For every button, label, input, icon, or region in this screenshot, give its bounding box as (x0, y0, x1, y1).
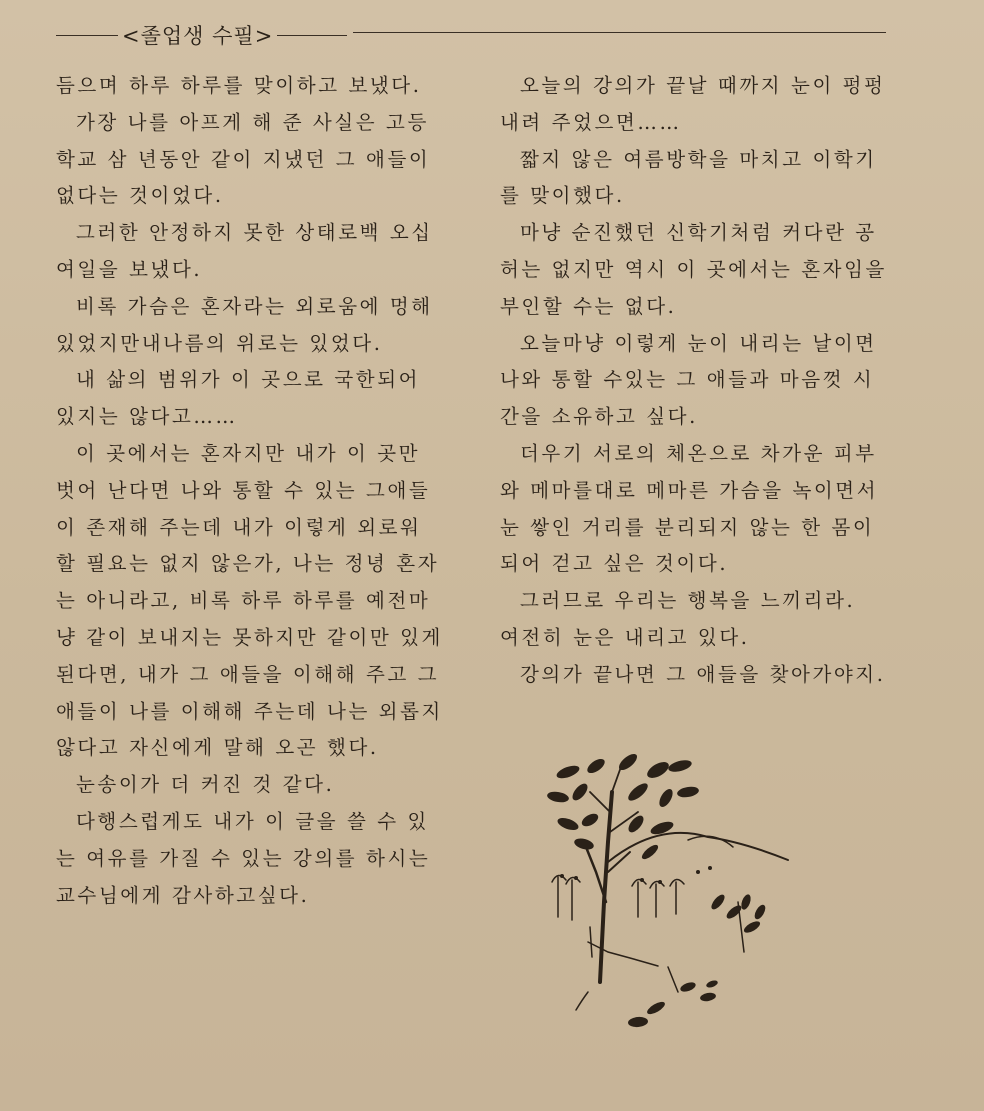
paragraph: 오늘마냥 이렇게 눈이 내리는 날이면 나와 통할 수있는 그 애들과 마음껏 시간을 소유하고 싶다. (500, 331, 877, 429)
paragraph: 다행스럽게도 내가 이 글을 쓸 수 있는 여유를 가질 수 있는 강의를 하시는 교수님에게 감사하고싶다. (56, 809, 431, 907)
header-rule-long (353, 32, 886, 33)
paragraph: 이 곳에서는 혼자지만 내가 이 곳만 벗어 난다면 나와 통할 수 있는 그애들이 존재해 주는데 내가 이렇게 외로워 할 필요는 없지 않은가, 나는 정녕 혼자는 아니라고, 비록 하루 하루를 예전마냥 같이 보내지는 못하지만 같이만 있게 된다면, 내가 그 애들을 이해해 주고 그 애들이 나를 이해해 주는데 나는 외롭지 않다고 자신에게 말해 오곤 했다. (56, 441, 443, 760)
paragraph: 강의가 끝나면 그 애들을 찾아가야지. (520, 662, 886, 686)
right-column (500, 68, 892, 694)
paragraph: 가장 나를 아프게 해 준 사실은 고등학교 삼 년동안 같이 지냈던 그 애들이 없다는 것이었다. (56, 110, 431, 208)
header-rule-right (277, 35, 347, 36)
header-rule-left (56, 35, 118, 36)
paragraph: 마냥 순진했던 신학기처럼 커다란 공허는 없지만 역시 이 곳에서는 혼자임을 부인할 수는 없다. (500, 221, 887, 318)
tree-sketch-icon (538, 752, 798, 1037)
left-column (56, 68, 448, 914)
paragraph: 짧지 않은 여름방학을 마치고 이학기를 맞이했다. (500, 147, 877, 208)
paragraph: 듬으며 하루 하루를 맞이하고 보냈다. (56, 74, 422, 97)
paragraph: 비록 가슴은 혼자라는 외로움에 멍해 있었지만내나름의 위로는 있었다. (56, 294, 433, 355)
section-header (56, 18, 886, 52)
paragraph: 그러한 안정하지 못한 상태로백 오십여일을 보냈다. (56, 221, 433, 281)
paragraph: 눈송이가 더 커진 것 같다. (76, 773, 335, 797)
paragraph: 여전히 눈은 내리고 있다. (500, 625, 750, 649)
paragraph: 내 삶의 범위가 이 곳으로 국한되어 있지는 않다고…… (56, 368, 421, 429)
paragraph: 더우기 서로의 체온으로 차가운 피부와 메마를대로 메마른 가슴을 녹이면서 눈 쌓인 거리를 분리되지 않는 한 몸이 되어 걷고 싶은 것이다. (500, 441, 879, 576)
section-title: <졸업생 수필> (122, 24, 274, 48)
paragraph: 오늘의 강의가 끝날 때까지 눈이 펑펑 내려 주었으면…… (500, 74, 886, 134)
paragraph: 그러므로 우리는 행복을 느끼리라. (520, 589, 856, 613)
